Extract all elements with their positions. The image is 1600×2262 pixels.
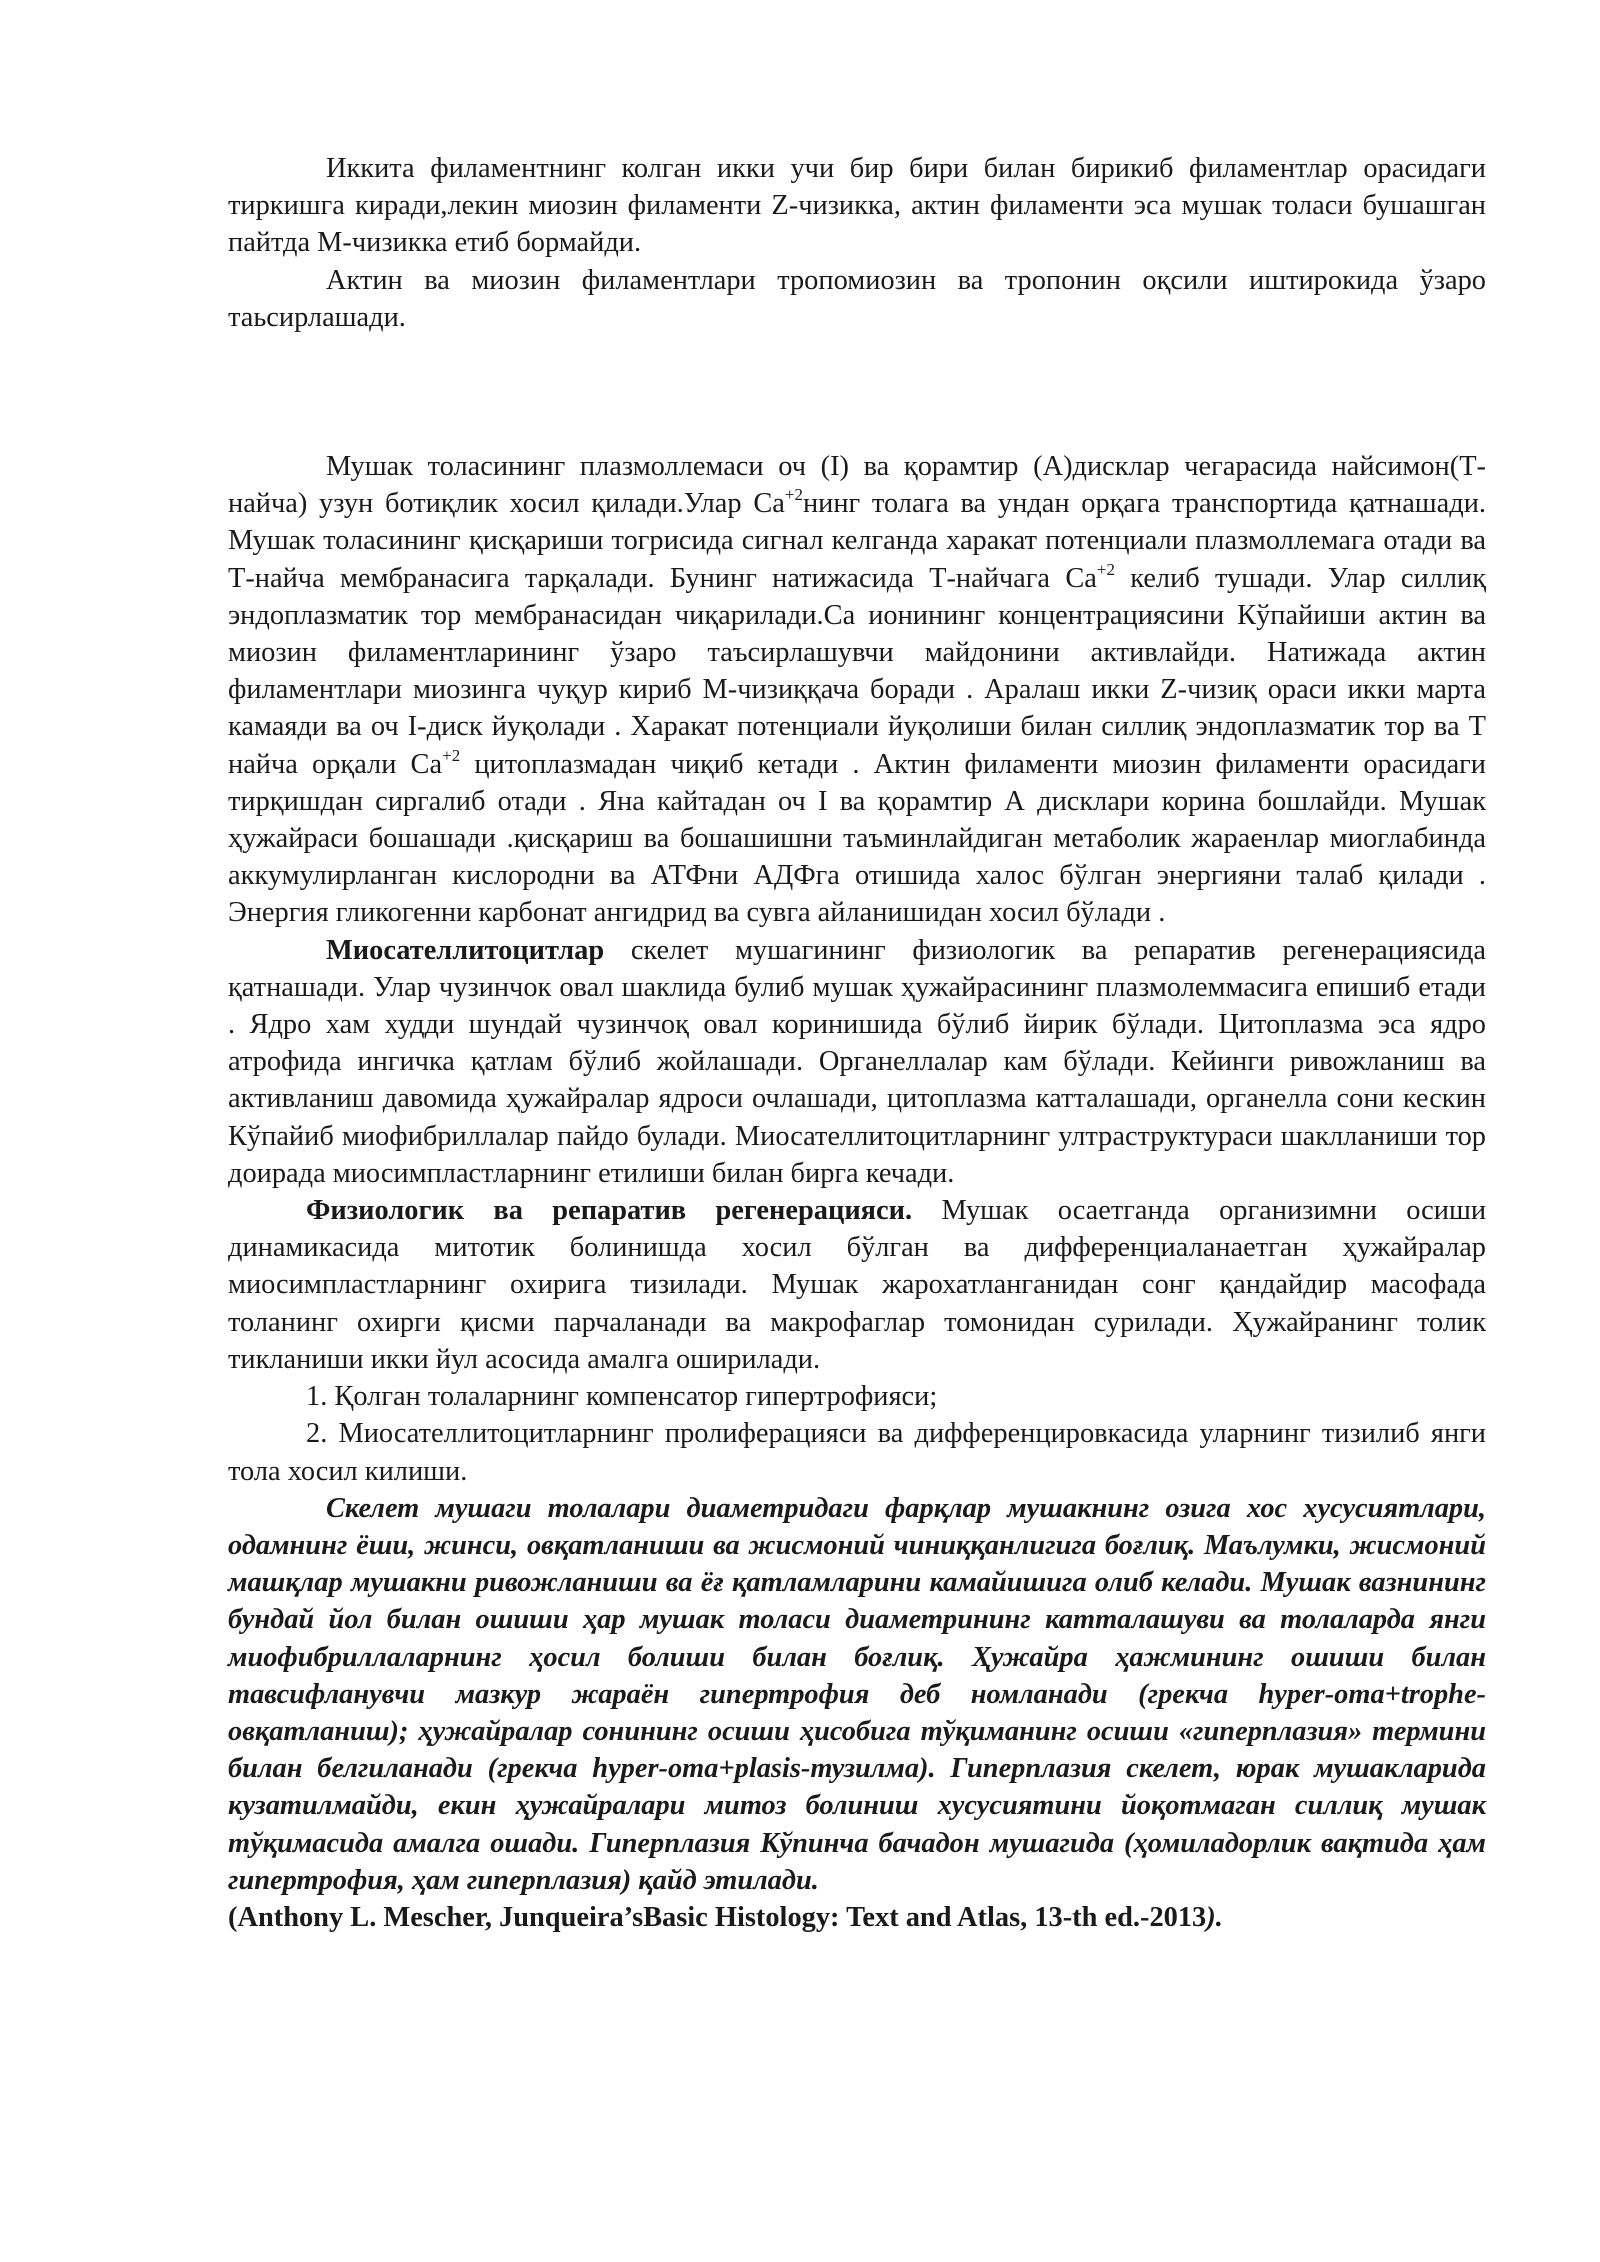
paragraph-filament-ends: Иккита филаментнинг колган икки учи бир бири билан бирикиб филаментлар орасидаги тиркишга киради,лекин миозин филаменти Z-чизикка, актин филаменти эса мушак толаси бушашган пайтда М-чизикка етиб бормайди. — [228, 153, 1486, 259]
citation — [228, 1899, 1486, 1936]
paragraph-hypertrophy — [228, 1490, 1486, 1899]
text-run: келиб тушади. Улар силлиқ эндоплазматик тор мембранасидан чиқарилади.Са ионининг концентрациясини Кўпайиши актин ва миозин филаментларининг ўзаро таъсирлашувчи майдонини активлайди. Натижада актин филаментлари миозинга чуқур кириб М-чизиққача боради . Аралаш икки Z-чизиқ ораси икки марта камаяди ва оч I-диск йуқолади . Харакат потенциали йуқолиши билан силлиқ эндоплазматик тор ва Т найча орқали Са — [228, 562, 1486, 780]
text-run: Мушак толасининг плазмоллемаси оч (I) ва қорамтир (А)дисклар чегарасида найсимон(Т-найча) узун ботиқлик хосил қилади.Улар Са — [228, 451, 1486, 520]
paragraph-myosatellitocytes — [228, 932, 1486, 1192]
list-item-1: 1. Қолган толаларнинг компенсатор гипертрофияси; — [306, 1381, 938, 1413]
superscript-charge: +2 — [1096, 559, 1115, 579]
text-run: скелет мушагининг физиологик ва репаратив регенерациясида қатнашади. Улар чузинчок овал шаклида булиб мушак ҳужайрасининг плазмолеммасига епишиб етади . Ядро хам худди шундай чузинчоқ овал коринишида бўлиб йирик бўлади. Цитоплазма эса ядро атрофида ингичка қатлам бўлиб жойлашади. Органеллалар кам бўлади. Кейинги ривожланиш ва активланиш давомида ҳужайралар ядроси очлашади, цитоплазма катталашади, органелла сони кескин Кўпайиб миофибриллалар пайдо булади. Миосателлитоцитларнинг ултраструктураси шаклланиши тор доирада миосимпластларнинг етилиши билан бирга кечади. — [228, 934, 1486, 1189]
bold-italic-text: Скелет мушаги толалари диаметридаги фарқлар мушакнинг озига хос хусусиятлари, одамнинг ёши, жинси, овқатланиши ва жисмоний чиниққанлигига боғлиқ. Маълумки, жисмоний машқлар мушакни ривожланиши ва ёғ қатламларини камайишига олиб келади. Мушак вазнининг бундай йол билан ошиши ҳар мушак толаси диаметрининг катталашуви ва толаларда янги миофибриллаларнинг ҳосил болиши билан боғлиқ. Ҳужайра ҳажмининг ошиши билан тавсифланувчи мазкур жараён гипертрофия деб номланади (грекча hyper-ота+trophe-овқатланиш); ҳужайралар сонининг осиши ҳисобига тўқиманинг осиши «гиперплазия» термини билан белгиланади (грекча hyper-ота+plasis-тузилма). Гиперплазия скелет, юрак мушакларида кузатилмайди, екин ҳужайралари митоз болиниш хусусиятини йоқотмаган силлиқ мушак тўқимасида амалга ошади. Гиперплазия Кўпинча бачадон мушагида (ҳомиладорлик вақтида ҳам гипертрофия, ҳам гиперплазия) қайд этилади. — [228, 1492, 1486, 1896]
text-run: нинг толага ва ундан орқага транспортида қатнашади. Мушак толасининг қисқариши тогрисида сигнал келганда харакат потенциали плазмоллемага отади ва Т-найча мембранасига тарқалади. Бунинг натижасида Т-найчага Са — [228, 488, 1486, 594]
text-run: цитоплазмадан чиқиб кетади . Актин филаменти миозин филаменти орасидаги тирқишдан сиргалиб отади . Яна кайтадан оч I ва қорамтир А дисклари корина бошлайди. Мушак ҳужайраси бошашади .қисқариш ва бошашишни таъминлайдиган метаболик жараенлар миоглабинда аккумулирланган кислородни ва АТФни АДФга отишида халос бўлган энергияни талаб қилади . Энергия гликогенни карбонат ангидрид ва сувга айланишидан хосил бўлади . — [228, 748, 1487, 929]
heading-regeneration: Физиологик ва репаратив регенерацияси. — [306, 1195, 913, 1227]
text-run: Мушак осаетганда организимни осиши динамикасида митотик болинишда хосил бўлган ва дифференциаланаетган ҳужайралар миосимпластларнинг охирига тизилади. Мушак жарохатланганидан сонг қандайдир масофада толанинг охирги қисми парчаланади ва макрофаглар томонидан сурилади. Ҳужайранинг толик тикланиши икки йул асосида амалга оширилади. — [228, 1195, 1487, 1375]
superscript-charge: +2 — [442, 745, 461, 765]
document-page — [228, 150, 1486, 1936]
list-item-2: 2. Миосателлитоцитларнинг пролиферацияси ва дифференцировкасида уларнинг тизилиб янги тола хосил килиши. — [228, 1418, 1486, 1487]
citation-text: (Anthony L. Mescher, Junqueira’sBasic Histology: Text and Atlas, 13-th ed.-2013 — [228, 1901, 1207, 1933]
paragraph-actin-myosin: Актин ва миозин филаментлари тропомиозин ва тропонин оқсили иштирокида ўзаро таьсирлашади. — [228, 264, 1486, 333]
paragraph-plasmolemma — [228, 448, 1486, 932]
term-myosatellitocytes: Миосателлитоцитлар — [326, 934, 605, 966]
blank-space — [228, 336, 1486, 448]
paragraph-regeneration — [228, 1192, 1486, 1378]
citation-end: ). — [1206, 1901, 1223, 1933]
superscript-charge: +2 — [784, 485, 803, 505]
